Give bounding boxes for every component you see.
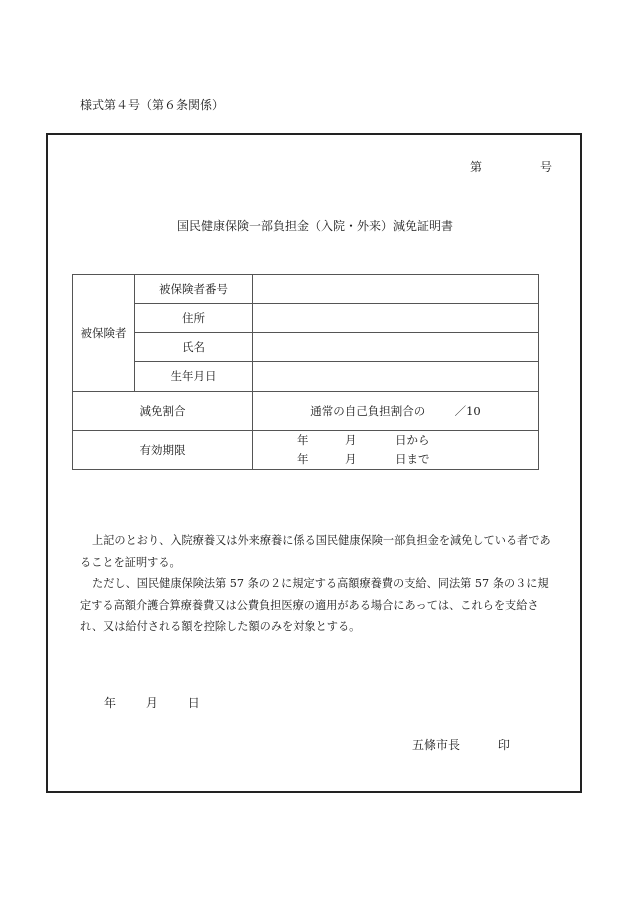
certification-paragraph: 上記のとおり、入院療養又は外来療養に係る国民健康保険一部負担金を減免している者であることを証明する。: [80, 534, 551, 569]
reduction-suffix: ／10: [454, 403, 481, 418]
insured-group-label: 被保険者: [73, 275, 135, 392]
date-year: 年: [104, 696, 117, 710]
date-month: 月: [145, 696, 158, 710]
reduction-label: 減免割合: [73, 391, 253, 430]
name-label: 氏名: [135, 333, 253, 362]
proviso-paragraph: ただし、国民健康保険法第 57 条の２に規定する高額療養費の支給、同法第 57 条の３に規定する高額介護合算療養費又は公費負担医療の適用がある場合にあっては、これらを支給され、又は給付される額を控除した額のみを対象とする。: [80, 577, 549, 633]
form-label: 様式第４号（第６条関係）: [80, 98, 225, 112]
document-title: 国民健康保険一部負担金（入院・外来）減免証明書: [176, 219, 453, 233]
signature-line: [412, 736, 510, 753]
validity-field[interactable]: [253, 430, 539, 469]
validity-from: 年 月 日から: [297, 432, 430, 447]
birthdate-label: 生年月日: [135, 362, 253, 391]
date-day: 日: [187, 696, 200, 710]
address-label: 住所: [135, 304, 253, 333]
validity-label: 有効期限: [73, 430, 253, 469]
name-field[interactable]: [253, 333, 539, 362]
insured-number-label: 被保険者番号: [135, 275, 253, 304]
number-dai: 第: [470, 160, 483, 174]
issue-date: [104, 694, 226, 711]
address-field[interactable]: [253, 304, 539, 333]
number-go: 号: [540, 160, 553, 174]
insured-info-table: [72, 274, 539, 470]
birthdate-field[interactable]: [253, 362, 539, 391]
certificate-number: [470, 158, 553, 175]
reduction-field[interactable]: [253, 391, 539, 430]
validity-to: 年 月 日まで: [297, 451, 430, 466]
reduction-prefix: 通常の自己負担割合の: [310, 403, 426, 418]
seal-mark: 印: [497, 738, 510, 752]
mayor-title: 五條市長: [412, 738, 461, 752]
insured-number-field[interactable]: [253, 275, 539, 304]
